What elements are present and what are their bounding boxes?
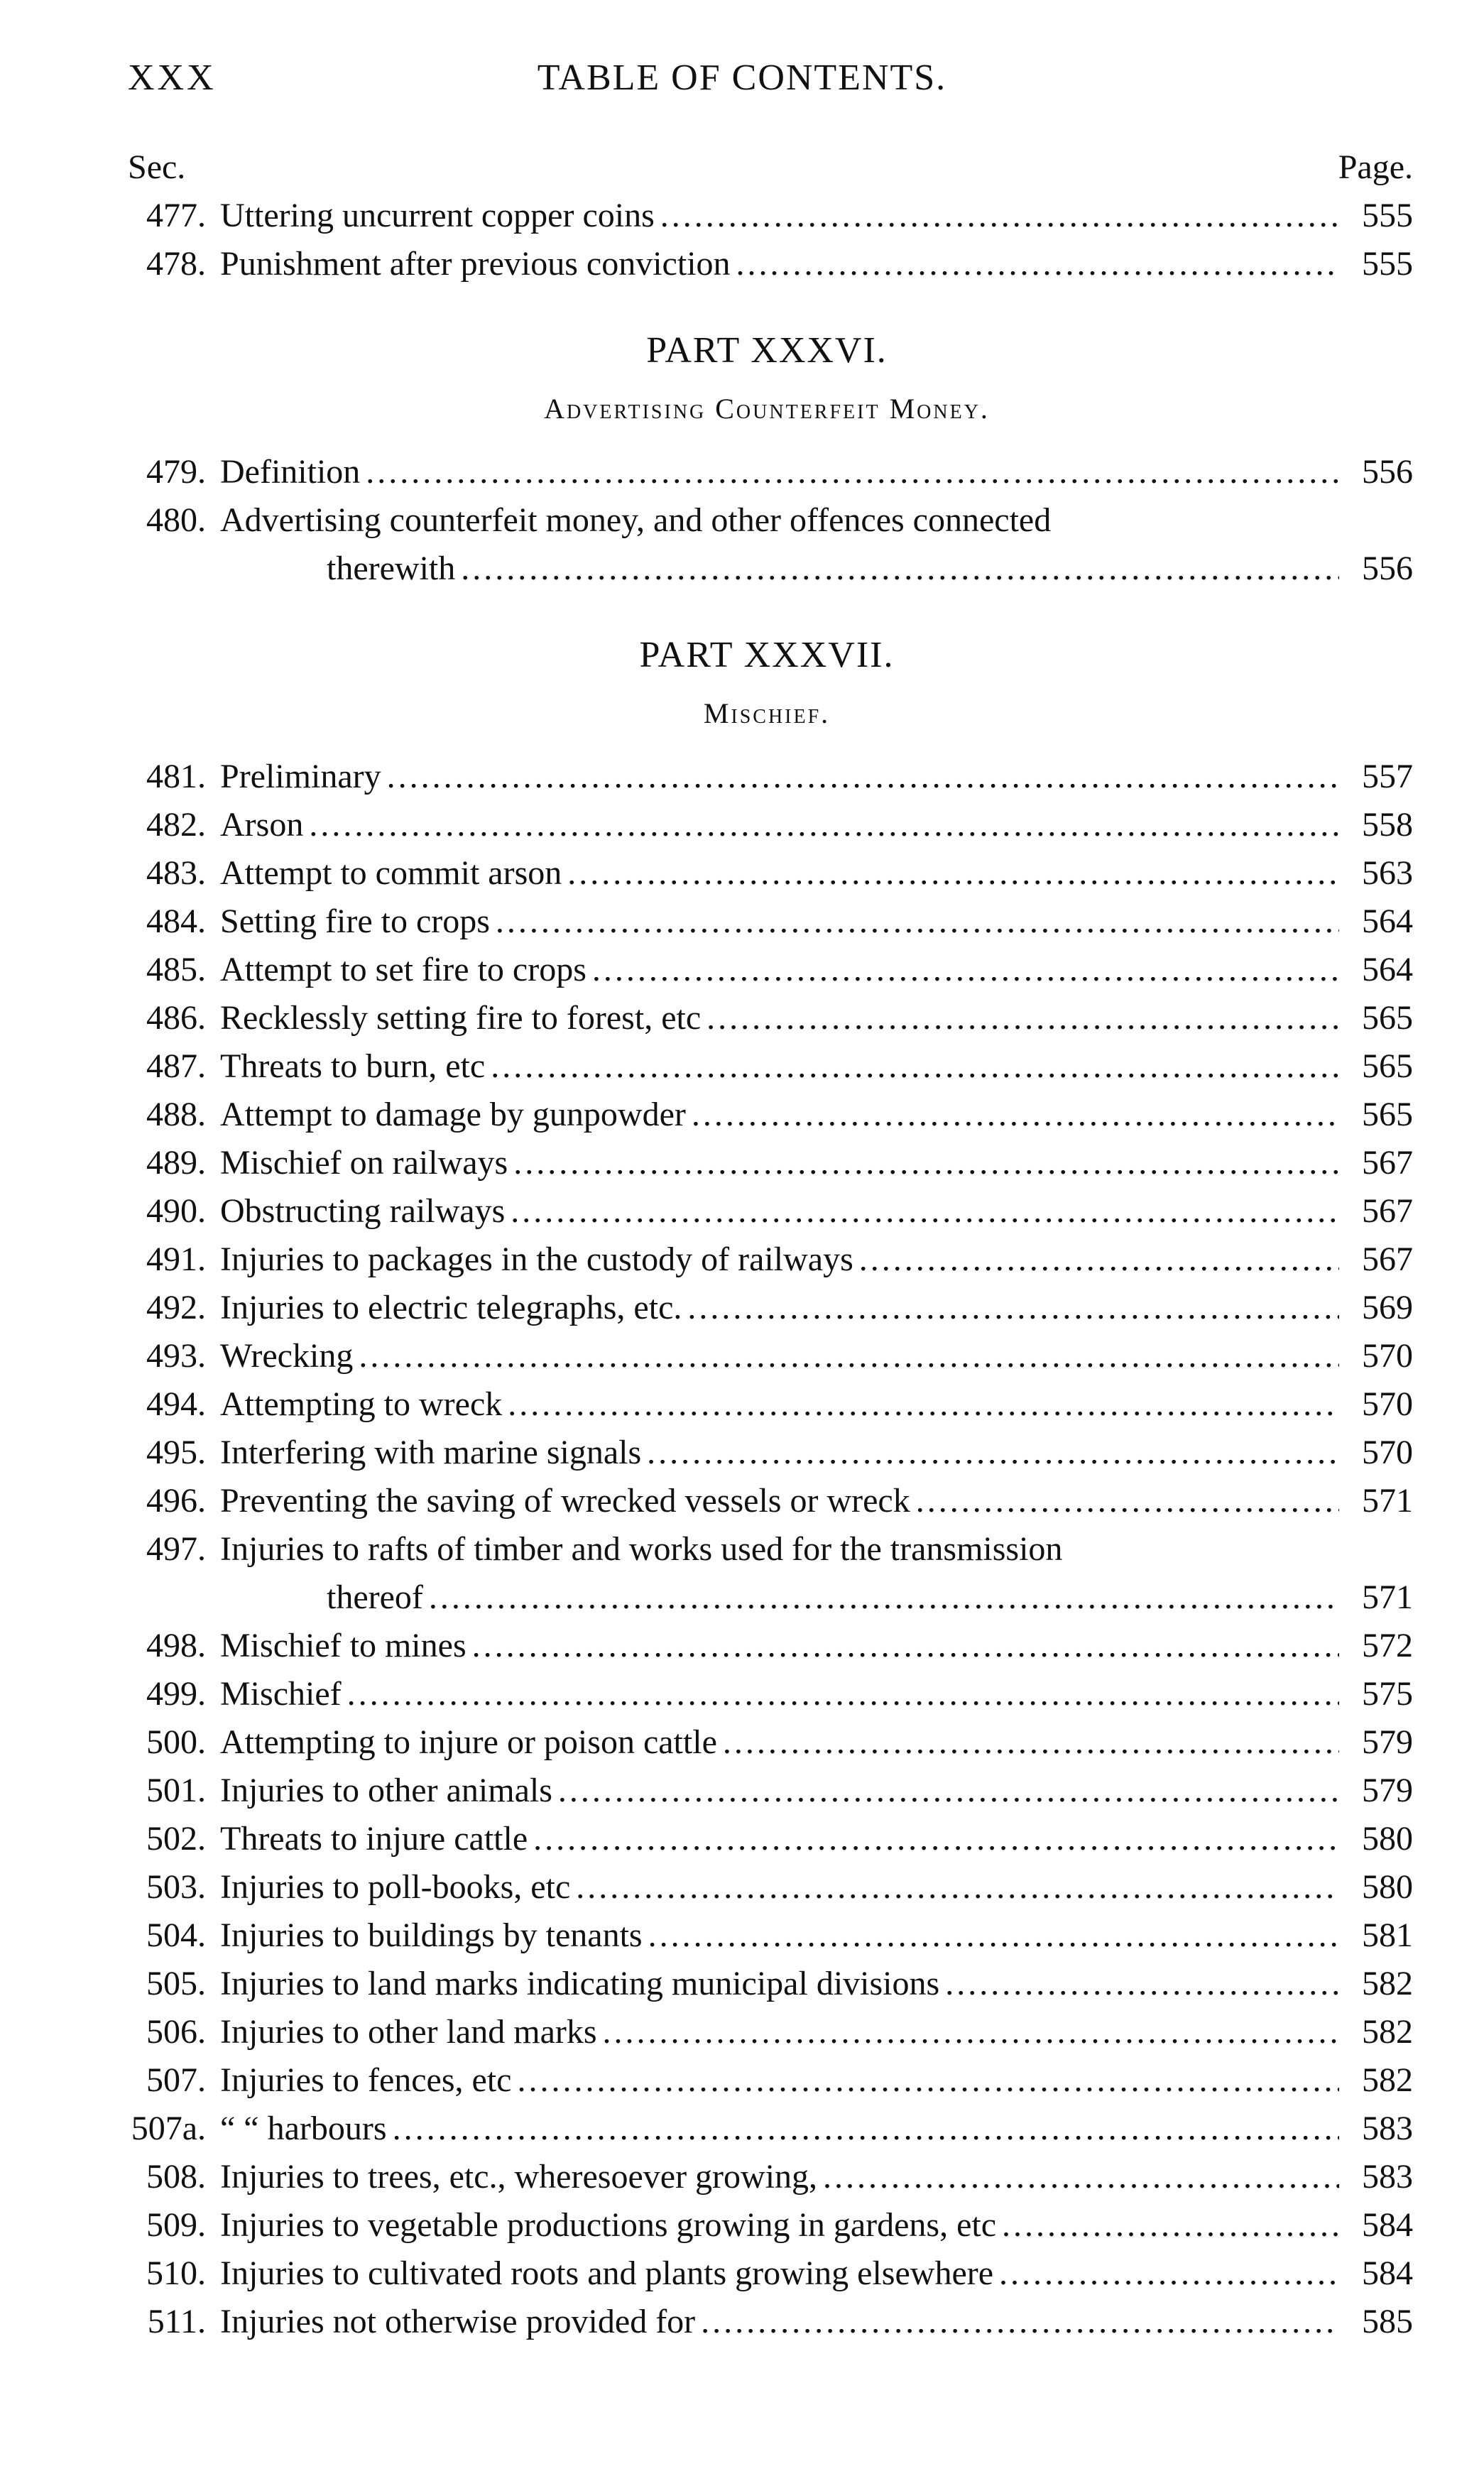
entry-leader [220, 2249, 1413, 2298]
section-number: 483. [146, 854, 206, 892]
entry-leader [220, 1139, 1413, 1187]
section-number: 500. [146, 1723, 206, 1761]
entry-title: Attempting to injure or poison cattle [220, 1723, 717, 1761]
entry-title: Threats to burn, etc [220, 1047, 486, 1085]
entry-leader [220, 2105, 1413, 2153]
entry-leader [220, 192, 1413, 240]
section-number: 508. [146, 2158, 206, 2196]
part-subtitle: Advertising Counterfeit Money. [544, 393, 990, 425]
dot-leader [508, 1380, 1339, 1429]
entry-title: Attempt to damage by gunpowder [220, 1096, 686, 1133]
dot-leader [723, 1718, 1339, 1767]
page-number: 580 [1362, 1868, 1413, 1906]
contents-entry [121, 1525, 1413, 1574]
contents-entry [121, 753, 1413, 801]
entry-leader [220, 1767, 1413, 1815]
section-number: 486. [146, 999, 206, 1037]
page-column-label: Page. [1338, 148, 1413, 186]
dot-leader [823, 2153, 1339, 2201]
section-number: 487. [146, 1047, 206, 1085]
entry-title: Mischief on railways [220, 1144, 508, 1182]
section-number: 509. [146, 2206, 206, 2244]
section-number: 498. [146, 1627, 206, 1664]
entry-leader [220, 1863, 1413, 1911]
dot-leader [1002, 2201, 1339, 2249]
dot-leader [567, 849, 1339, 898]
contents-entry-continuation [121, 545, 1413, 593]
entry-title-continuation: thereof [327, 1578, 423, 1616]
page-number: 581 [1362, 1916, 1413, 1954]
page-number: 555 [1362, 197, 1413, 234]
dot-leader [511, 1187, 1339, 1236]
contents-entry [121, 240, 1413, 288]
dot-leader [648, 1911, 1339, 1960]
dot-leader [916, 1477, 1339, 1525]
section-number: 492. [146, 1289, 206, 1326]
section-number: 495. [146, 1434, 206, 1471]
dot-leader [366, 448, 1339, 496]
dot-leader [533, 1815, 1339, 1863]
page-number: 584 [1362, 2206, 1413, 2244]
dot-leader [687, 1284, 1339, 1332]
section-number: 496. [146, 1482, 206, 1520]
contents-entry [121, 1960, 1413, 2008]
page-number: 557 [1362, 758, 1413, 795]
contents-entry [121, 2249, 1413, 2298]
page-number: 564 [1362, 951, 1413, 988]
page-number: 582 [1362, 1965, 1413, 2002]
page-number: 572 [1362, 1627, 1413, 1664]
dot-leader [859, 1236, 1339, 1284]
entry-title: Advertising counterfeit money, and other offences connected [220, 501, 1052, 539]
section-number: 504. [146, 1916, 206, 1954]
section-number: 501. [146, 1772, 206, 1809]
dot-leader [393, 2105, 1339, 2153]
section-number: 494. [146, 1385, 206, 1423]
page-number: 570 [1362, 1385, 1413, 1423]
page-number: 569 [1362, 1289, 1413, 1326]
entry-leader [220, 2056, 1413, 2105]
page-title: TABLE OF CONTENTS. [537, 58, 947, 98]
entry-title: “ “ harbours [220, 2110, 387, 2147]
entry-title: Punishment after previous conviction [220, 245, 731, 283]
dot-leader [603, 2008, 1339, 2056]
contents-entry [121, 1332, 1413, 1380]
contents-entry [121, 2008, 1413, 2056]
contents-entry [121, 1380, 1413, 1429]
page-number: 575 [1362, 1675, 1413, 1713]
section-number: 477. [146, 197, 206, 234]
dot-leader [692, 1091, 1339, 1139]
section-number: 484. [146, 902, 206, 940]
section-number: 491. [146, 1240, 206, 1278]
page-number: 570 [1362, 1434, 1413, 1471]
section-number: 511. [147, 2303, 206, 2340]
entry-leader [220, 1670, 1413, 1718]
section-number: 482. [146, 806, 206, 844]
entry-title: Injuries to electric telegraphs, etc. [220, 1289, 682, 1326]
part-heading: PART XXXVI. [646, 330, 888, 371]
entry-leader [220, 1236, 1413, 1284]
entry-title: Injuries to vegetable productions growing in gardens, etc [220, 2206, 997, 2244]
page-number: 567 [1362, 1144, 1413, 1182]
entry-leader [220, 994, 1413, 1042]
entry-title: Preventing the saving of wrecked vessels or wreck [220, 1482, 910, 1520]
page-number: 580 [1362, 1820, 1413, 1858]
contents-entry [121, 2056, 1413, 2105]
entry-leader [220, 1477, 1413, 1525]
contents-list [121, 192, 1413, 2346]
page-number: 582 [1362, 2061, 1413, 2099]
contents-entry [121, 448, 1413, 496]
entry-title: Arson [220, 806, 304, 844]
entry-title: Uttering uncurrent copper coins [220, 197, 655, 234]
entry-leader [220, 946, 1413, 994]
contents-entry [121, 898, 1413, 946]
contents-entry [121, 1718, 1413, 1767]
entry-leader [220, 240, 1413, 288]
page-number: 565 [1362, 1096, 1413, 1133]
section-number: 489. [146, 1144, 206, 1182]
contents-entry [121, 2298, 1413, 2346]
entry-title: Mischief [220, 1675, 342, 1713]
entry-leader [220, 2298, 1413, 2346]
dot-leader [472, 1622, 1339, 1670]
contents-entry [121, 192, 1413, 240]
entry-title: Definition [220, 453, 361, 491]
entry-title: Injuries to other land marks [220, 2013, 597, 2051]
section-number: 481. [146, 758, 206, 795]
contents-entry [121, 1042, 1413, 1091]
section-number: 479. [146, 453, 206, 491]
contents-entry [121, 1622, 1413, 1670]
dot-leader [706, 994, 1339, 1042]
entry-leader [220, 2153, 1413, 2201]
dot-leader [309, 801, 1339, 849]
dot-leader [359, 1332, 1339, 1380]
section-number: 507. [146, 2061, 206, 2099]
page-number: 582 [1362, 2013, 1413, 2051]
page-number: 579 [1362, 1723, 1413, 1761]
entry-title-continuation: therewith [327, 550, 456, 587]
dot-leader [592, 946, 1339, 994]
dot-leader [517, 2056, 1339, 2105]
page-folio: XXX [128, 58, 217, 98]
contents-entry [121, 2105, 1413, 2153]
page-number: 585 [1362, 2303, 1413, 2340]
entry-leader [220, 2201, 1413, 2249]
entry-leader [220, 1332, 1413, 1380]
dot-leader [660, 192, 1339, 240]
section-number: 502. [146, 1820, 206, 1858]
contents-entry [121, 849, 1413, 898]
entry-title: Injuries not otherwise provided for [220, 2303, 696, 2340]
entry-title: Injuries to other animals [220, 1772, 552, 1809]
dot-leader [647, 1429, 1339, 1477]
contents-entry [121, 994, 1413, 1042]
section-column-label: Sec. [128, 148, 186, 186]
contents-entry [121, 946, 1413, 994]
entry-title: Attempt to commit arson [220, 854, 562, 892]
page-number: 564 [1362, 902, 1413, 940]
spacer [121, 288, 1413, 317]
page-number: 583 [1362, 2158, 1413, 2196]
contents-entry [121, 1429, 1413, 1477]
contents-entry [121, 1863, 1413, 1911]
dot-leader [558, 1767, 1339, 1815]
dot-leader [491, 1042, 1339, 1091]
dot-leader [429, 1574, 1339, 1622]
entry-title: Mischief to mines [220, 1627, 467, 1664]
entry-leader [220, 1284, 1413, 1332]
entry-title: Injuries to trees, etc., wheresoever growing, [220, 2158, 818, 2196]
entry-leader [327, 545, 1413, 593]
entry-title: Injuries to fences, etc [220, 2061, 512, 2099]
dot-leader [461, 545, 1339, 593]
entry-title: Injuries to cultivated roots and plants growing elsewhere [220, 2254, 994, 2292]
page-number: 556 [1362, 453, 1413, 491]
entry-leader [220, 2008, 1413, 2056]
dot-leader [347, 1670, 1339, 1718]
dot-leader [999, 2249, 1339, 2298]
contents-entry-continuation [121, 1574, 1413, 1622]
spacer [121, 593, 1413, 621]
section-number: 497. [146, 1530, 206, 1568]
page-number: 583 [1362, 2110, 1413, 2147]
page-number: 563 [1362, 854, 1413, 892]
page-number: 570 [1362, 1337, 1413, 1375]
dot-leader [701, 2298, 1339, 2346]
page-number: 579 [1362, 1772, 1413, 1809]
section-number: 485. [146, 951, 206, 988]
entry-title: Setting fire to crops [220, 902, 490, 940]
page-number: 565 [1362, 999, 1413, 1037]
dot-leader [576, 1863, 1339, 1911]
dot-leader [496, 898, 1339, 946]
entry-leader [220, 898, 1413, 946]
entry-leader [220, 1718, 1413, 1767]
page-number: 555 [1362, 245, 1413, 283]
contents-entry [121, 1815, 1413, 1863]
entry-title: Recklessly setting fire to forest, etc [220, 999, 702, 1037]
contents-entry [121, 1284, 1413, 1332]
section-number: 480. [146, 501, 206, 539]
entry-leader [220, 1091, 1413, 1139]
entry-leader [220, 753, 1413, 801]
contents-entry [121, 1670, 1413, 1718]
section-number: 507a. [131, 2110, 206, 2147]
section-number: 499. [146, 1675, 206, 1713]
part-heading: PART XXXVII. [639, 635, 895, 675]
section-number: 505. [146, 1965, 206, 2002]
entry-leader [327, 1574, 1413, 1622]
entry-title: Injuries to land marks indicating municipal divisions [220, 1965, 940, 2002]
entry-leader [220, 1960, 1413, 2008]
part-subtitle: Mischief. [703, 697, 831, 729]
entry-leader [220, 801, 1413, 849]
entry-leader [220, 849, 1413, 898]
section-number: 493. [146, 1337, 206, 1375]
contents-entry [121, 1139, 1413, 1187]
entry-title: Interfering with marine signals [220, 1434, 642, 1471]
entry-title: Wrecking [220, 1337, 354, 1375]
dot-leader [945, 1960, 1339, 2008]
contents-entry [121, 2201, 1413, 2249]
contents-entry [121, 2153, 1413, 2201]
section-number: 510. [146, 2254, 206, 2292]
contents-entry [121, 1236, 1413, 1284]
page-number: 567 [1362, 1192, 1413, 1230]
page-number: 567 [1362, 1240, 1413, 1278]
page-number: 571 [1362, 1482, 1413, 1520]
section-number: 478. [146, 245, 206, 283]
dot-leader [513, 1139, 1339, 1187]
section-number: 490. [146, 1192, 206, 1230]
contents-entry [121, 496, 1413, 545]
entry-title: Attempting to wreck [220, 1385, 503, 1423]
contents-entry [121, 801, 1413, 849]
page-number: 556 [1362, 550, 1413, 587]
page-number: 565 [1362, 1047, 1413, 1085]
section-number: 488. [146, 1096, 206, 1133]
dot-leader [736, 240, 1339, 288]
section-number: 506. [146, 2013, 206, 2051]
entry-title: Preliminary [220, 758, 381, 795]
entry-leader [220, 1380, 1413, 1429]
page-number: 584 [1362, 2254, 1413, 2292]
entry-leader [220, 1429, 1413, 1477]
entry-leader [220, 1622, 1413, 1670]
entry-leader [220, 1187, 1413, 1236]
contents-entry [121, 1767, 1413, 1815]
entry-title: Injuries to packages in the custody of railways [220, 1240, 853, 1278]
entry-leader [220, 1815, 1413, 1863]
entry-title: Obstructing railways [220, 1192, 506, 1230]
entry-title: Attempt to set fire to crops [220, 951, 586, 988]
entry-leader [220, 448, 1413, 496]
contents-entry [121, 1911, 1413, 1960]
entry-title: Injuries to rafts of timber and works used for the transmission [220, 1530, 1063, 1568]
page-number: 558 [1362, 806, 1413, 844]
entry-title: Injuries to poll-books, etc [220, 1868, 571, 1906]
column-labels [121, 148, 1413, 190]
page-number: 571 [1362, 1578, 1413, 1616]
entry-leader [220, 1042, 1413, 1091]
contents-entry [121, 1477, 1413, 1525]
dot-leader [387, 753, 1339, 801]
contents-entry [121, 1187, 1413, 1236]
entry-title: Injuries to buildings by tenants [220, 1916, 643, 1954]
page-header [0, 57, 1484, 121]
section-number: 503. [146, 1868, 206, 1906]
contents-entry [121, 1091, 1413, 1139]
entry-leader [220, 1911, 1413, 1960]
entry-title: Threats to injure cattle [220, 1820, 528, 1858]
